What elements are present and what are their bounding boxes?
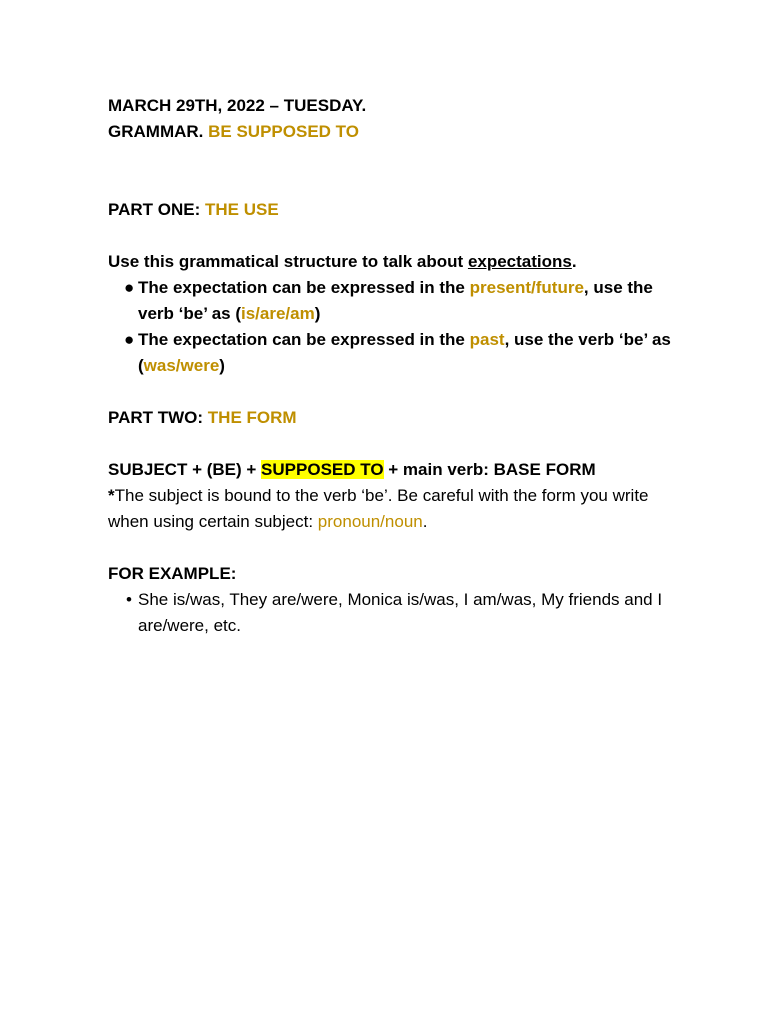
list-item xyxy=(108,327,678,379)
part-one-heading xyxy=(108,197,678,223)
bullet-forms: was/were xyxy=(143,356,220,375)
date-text: MARCH 29TH, 2022 – TUESDAY. xyxy=(108,96,367,115)
list-item xyxy=(108,275,678,327)
spacer xyxy=(108,535,678,561)
spacer xyxy=(108,379,678,405)
formula-start: SUBJECT + (BE) + xyxy=(108,460,257,479)
intro-end: . xyxy=(571,252,577,271)
bullet-text-a: The expectation can be expressed in the xyxy=(138,278,465,297)
topic-line xyxy=(108,119,678,145)
bullet-text-c: ) xyxy=(314,304,321,323)
spacer xyxy=(108,431,678,457)
spacer xyxy=(108,145,678,197)
topic-prefix: GRAMMAR. xyxy=(108,122,204,141)
bullet-icon: • xyxy=(126,590,132,609)
topic-title: BE SUPPOSED TO xyxy=(208,122,359,141)
bullet-icon: ● xyxy=(124,330,135,349)
use-bullet-list xyxy=(108,275,678,379)
note-text: The subject is bound to the verb ‘be’. Be careful with the form you write when using certain subject: xyxy=(108,486,649,531)
note-end: . xyxy=(422,512,428,531)
part-one-label: PART ONE: xyxy=(108,200,201,219)
examples-heading-text: FOR EXAMPLE: xyxy=(108,564,237,583)
bullet-icon: ● xyxy=(124,278,135,297)
formula-end: + main verb: BASE FORM xyxy=(388,460,596,479)
note-star: * xyxy=(108,486,115,505)
bullet-keyword: present/future xyxy=(469,278,584,297)
part-two-heading xyxy=(108,405,678,431)
note-keyword: pronoun/noun xyxy=(317,512,423,531)
formula-highlight: SUPPOSED TO xyxy=(261,460,384,479)
formula-line xyxy=(108,457,678,483)
bullet-text-b: , use the verb ‘be’ as ( xyxy=(138,330,671,375)
list-item xyxy=(108,587,678,639)
intro-keyword: expectations xyxy=(467,252,572,271)
bullet-forms: is/are/am xyxy=(241,304,315,323)
document-content xyxy=(108,93,678,639)
intro-text: Use this grammatical structure to talk about xyxy=(108,252,464,271)
part-one-title: THE USE xyxy=(204,200,279,219)
bullet-text-a: The expectation can be expressed in the xyxy=(138,330,465,349)
spacer xyxy=(108,223,678,249)
examples-heading xyxy=(108,561,678,587)
part-two-label: PART TWO: xyxy=(108,408,204,427)
example-text: She is/was, They are/were, Monica is/was, I am/was, My friends and I are/were, etc. xyxy=(138,590,663,635)
bullet-text-c: ) xyxy=(219,356,225,375)
examples-list xyxy=(108,587,678,639)
date-line xyxy=(108,93,678,119)
part-two-title: THE FORM xyxy=(207,408,297,427)
bullet-text-b: , use the verb ‘be’ as ( xyxy=(138,278,653,323)
bullet-keyword: past xyxy=(469,330,505,349)
part-one-intro xyxy=(108,249,678,275)
form-note xyxy=(108,483,678,535)
